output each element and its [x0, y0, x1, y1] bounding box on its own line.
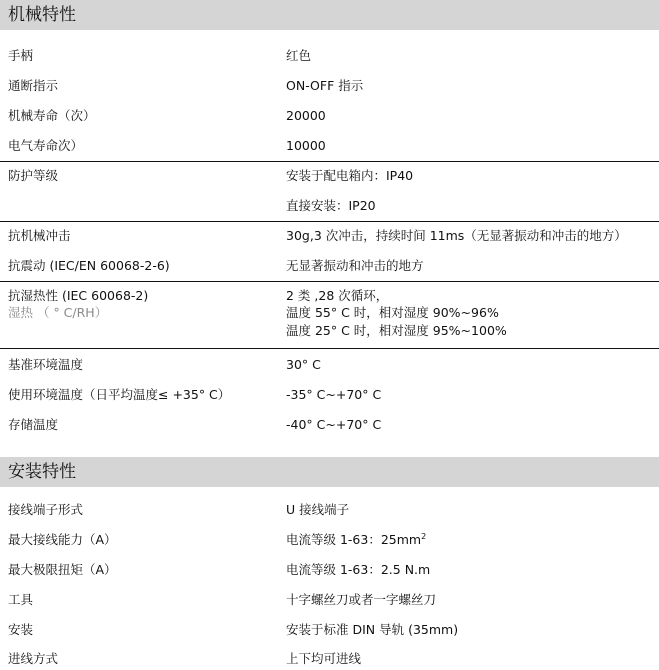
row-divider	[0, 348, 659, 349]
spec-label: 最大极限扭矩（A）	[8, 562, 117, 577]
spec-value-secondary: 直接安装：IP20	[286, 198, 376, 213]
spec-value: 20000	[286, 108, 326, 123]
spec-value: 安装于标准 DIN 导轨 (35mm)	[286, 622, 459, 637]
spec-label: 存储温度	[8, 417, 59, 432]
spec-label: 基准环境温度	[8, 357, 84, 372]
spec-label: 通断指示	[8, 78, 59, 93]
spec-label: 机械寿命（次）	[8, 108, 96, 123]
spec-value: -40° C~+70° C	[286, 417, 382, 432]
spec-label: 工具	[8, 592, 34, 607]
spec-label: 防护等级	[8, 168, 59, 183]
spec-value-text: 电流等级 1-63：25mm	[286, 532, 422, 547]
spec-value: U 接线端子	[286, 502, 350, 517]
spec-value: ON-OFF 指示	[286, 78, 364, 93]
spec-value: 上下均可进线	[286, 651, 362, 666]
spec-value	[286, 531, 426, 549]
row-divider	[0, 281, 659, 282]
spec-label: 进线方式	[8, 651, 59, 666]
row-divider	[0, 221, 659, 222]
spec-label: 抗湿热性 (IEC 60068-2)	[8, 288, 149, 303]
section-header-mechanical: 机械特性	[0, 0, 659, 30]
spec-label: 抗震动 (IEC/EN 60068-2-6)	[8, 258, 170, 273]
spec-value: 10000	[286, 138, 326, 153]
spec-value: 无显著振动和冲击的地方	[286, 258, 424, 273]
spec-value-superscript: 2	[421, 531, 427, 541]
row-divider	[0, 161, 659, 162]
spec-label: 手柄	[8, 48, 34, 63]
spec-value: 30° C	[286, 357, 321, 372]
spec-value: 电流等级 1-63：2.5 N.m	[286, 562, 431, 577]
spec-label: 抗机械冲击	[8, 228, 71, 243]
spec-value-tertiary: 温度 25° C 时，相对湿度 95%~100%	[286, 323, 507, 338]
spec-value: 2 类 ,28 次循环，	[286, 288, 389, 303]
spec-sub-label: 湿热 （ ° C/RH）	[8, 305, 108, 320]
section-header-installation: 安装特性	[0, 457, 659, 487]
spec-label: 最大接线能力（A）	[8, 532, 117, 547]
spec-value-secondary: 温度 55° C 时，相对湿度 90%~96%	[286, 305, 499, 320]
spec-value: 红色	[286, 48, 312, 63]
spec-label: 安装	[8, 622, 34, 637]
spec-value: -35° C~+70° C	[286, 387, 382, 402]
spec-value: 十字螺丝刀或者一字螺丝刀	[286, 592, 437, 607]
spec-label: 接线端子形式	[8, 502, 84, 517]
spec-label: 使用环境温度（日平均温度≤ +35° C）	[8, 387, 231, 402]
spec-value: 安装于配电箱内：IP40	[286, 168, 414, 183]
spec-value: 30g,3 次冲击，持续时间 11ms（无显著振动和冲击的地方）	[286, 228, 627, 243]
spec-label: 电气寿命次）	[8, 138, 84, 153]
